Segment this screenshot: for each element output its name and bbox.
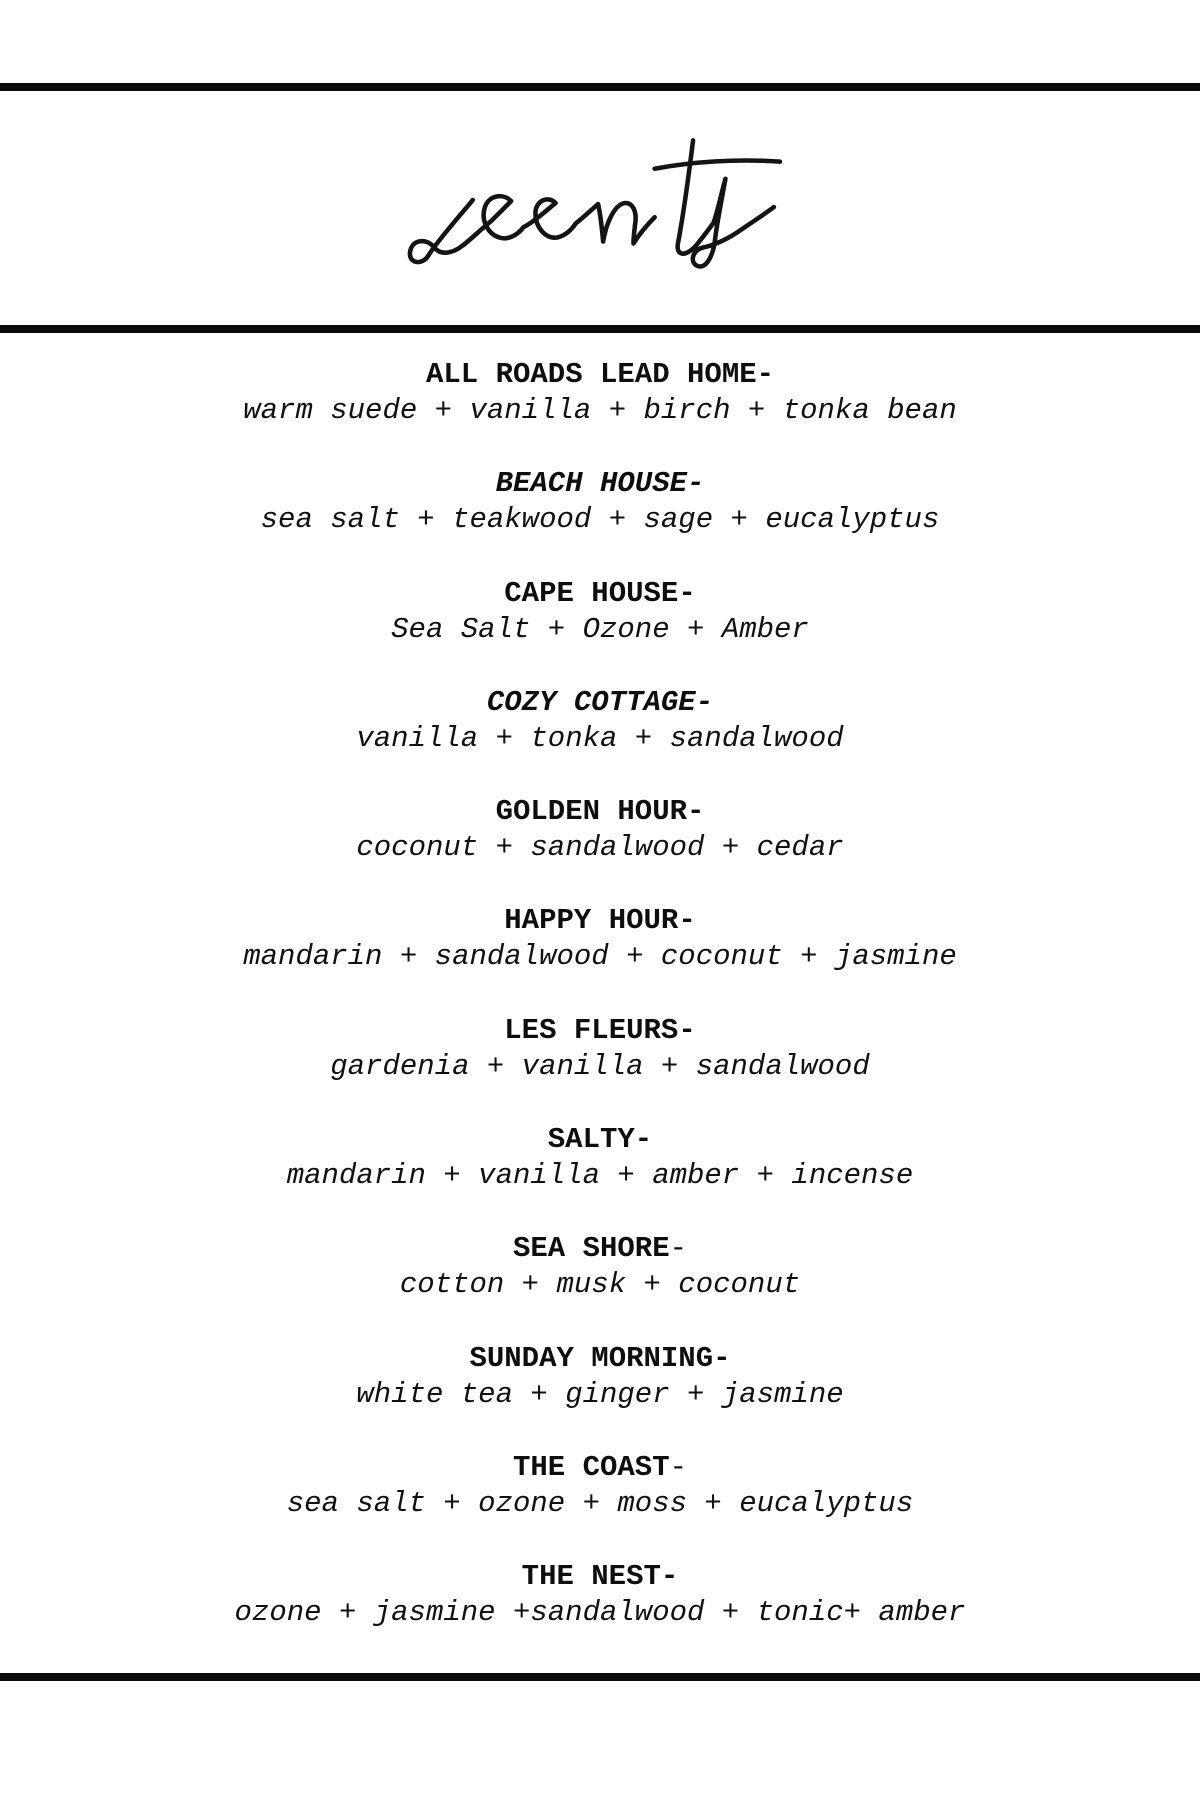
scent-name-text: THE NEST	[521, 1560, 661, 1594]
scent-list	[0, 340, 1200, 1652]
scent-name	[0, 1122, 1200, 1158]
scent-name-dash: -	[713, 1341, 731, 1375]
scent-name-dash: -	[669, 1450, 688, 1484]
scent-name	[0, 685, 1200, 721]
scent-name-text: THE COAST	[512, 1450, 670, 1484]
scent-name-text: SUNDAY MORNING	[469, 1341, 714, 1375]
scent-name-dash: -	[660, 1560, 679, 1594]
scent-entry	[0, 886, 1200, 995]
scent-entry	[0, 1433, 1200, 1542]
scent-notes: white tea + ginger + jasmine	[356, 1377, 844, 1411]
scent-name-dash: -	[687, 467, 705, 501]
scent-name	[0, 903, 1200, 939]
scent-name-text: HAPPY HOUR	[504, 904, 679, 938]
scent-name	[0, 1341, 1200, 1377]
scent-name-text: LES FLEURS	[504, 1013, 679, 1047]
scent-name-dash: -	[687, 795, 705, 829]
scent-entry	[0, 1105, 1200, 1214]
scent-name	[0, 794, 1200, 830]
scent-entry	[0, 449, 1200, 558]
scent-name-text: GOLDEN HOUR	[495, 795, 688, 829]
scent-entry	[0, 996, 1200, 1105]
scents-script-title-icon	[398, 116, 782, 276]
scent-name-dash: -	[669, 1232, 688, 1266]
scent-entry	[0, 559, 1200, 668]
scent-notes: ozone + jasmine +sandalwood + tonic+ amber	[234, 1596, 966, 1630]
scent-entry	[0, 1324, 1200, 1433]
scent-name-text: SALTY	[547, 1123, 635, 1157]
top-rule	[0, 83, 1200, 91]
scent-entry	[0, 340, 1200, 449]
scent-notes: Sea Salt + Ozone + Amber	[391, 612, 809, 646]
scent-entry	[0, 668, 1200, 777]
scent-name-dash: -	[634, 1123, 653, 1157]
scent-name	[0, 1559, 1200, 1595]
scent-name-dash: -	[678, 1013, 696, 1047]
scent-name-text: BEACH HOUSE	[495, 467, 688, 501]
scent-name-text: ALL ROADS LEAD HOME	[425, 358, 757, 391]
scent-name	[0, 466, 1200, 502]
scent-name	[0, 1231, 1200, 1267]
scent-name-dash: -	[678, 576, 696, 610]
scent-name	[0, 1450, 1200, 1486]
scent-name	[0, 1013, 1200, 1049]
scent-name-dash: -	[678, 904, 696, 938]
scent-name-dash: -	[756, 358, 775, 391]
scent-notes: sea salt + teakwood + sage + eucalyptus	[260, 503, 940, 537]
scent-name-text: COZY COTTAGE	[486, 685, 696, 719]
scent-notes: cotton + musk + coconut	[399, 1268, 801, 1302]
scent-notes: warm suede + vanilla + birch + tonka bean	[243, 394, 957, 427]
scent-name-text: SEA SHORE	[512, 1232, 670, 1266]
scent-notes: coconut + sandalwood + cedar	[356, 831, 844, 865]
scent-entry	[0, 1542, 1200, 1651]
scent-name-dash: -	[695, 685, 714, 719]
scent-name	[0, 576, 1200, 612]
scent-entry	[0, 1214, 1200, 1323]
scent-name-text: CAPE HOUSE	[504, 576, 679, 610]
scent-notes: sea salt + ozone + moss + eucalyptus	[286, 1486, 914, 1520]
scent-notes: gardenia + vanilla + sandalwood	[330, 1049, 870, 1083]
scent-entry	[0, 777, 1200, 886]
scent-name	[0, 357, 1200, 393]
scent-notes: mandarin + sandalwood + coconut + jasmine	[243, 940, 957, 974]
page-title	[398, 116, 782, 276]
middle-rule	[0, 325, 1200, 333]
scent-notes: mandarin + vanilla + amber + incense	[286, 1159, 914, 1193]
bottom-rule	[0, 1673, 1200, 1681]
scent-notes: vanilla + tonka + sandalwood	[356, 721, 844, 755]
